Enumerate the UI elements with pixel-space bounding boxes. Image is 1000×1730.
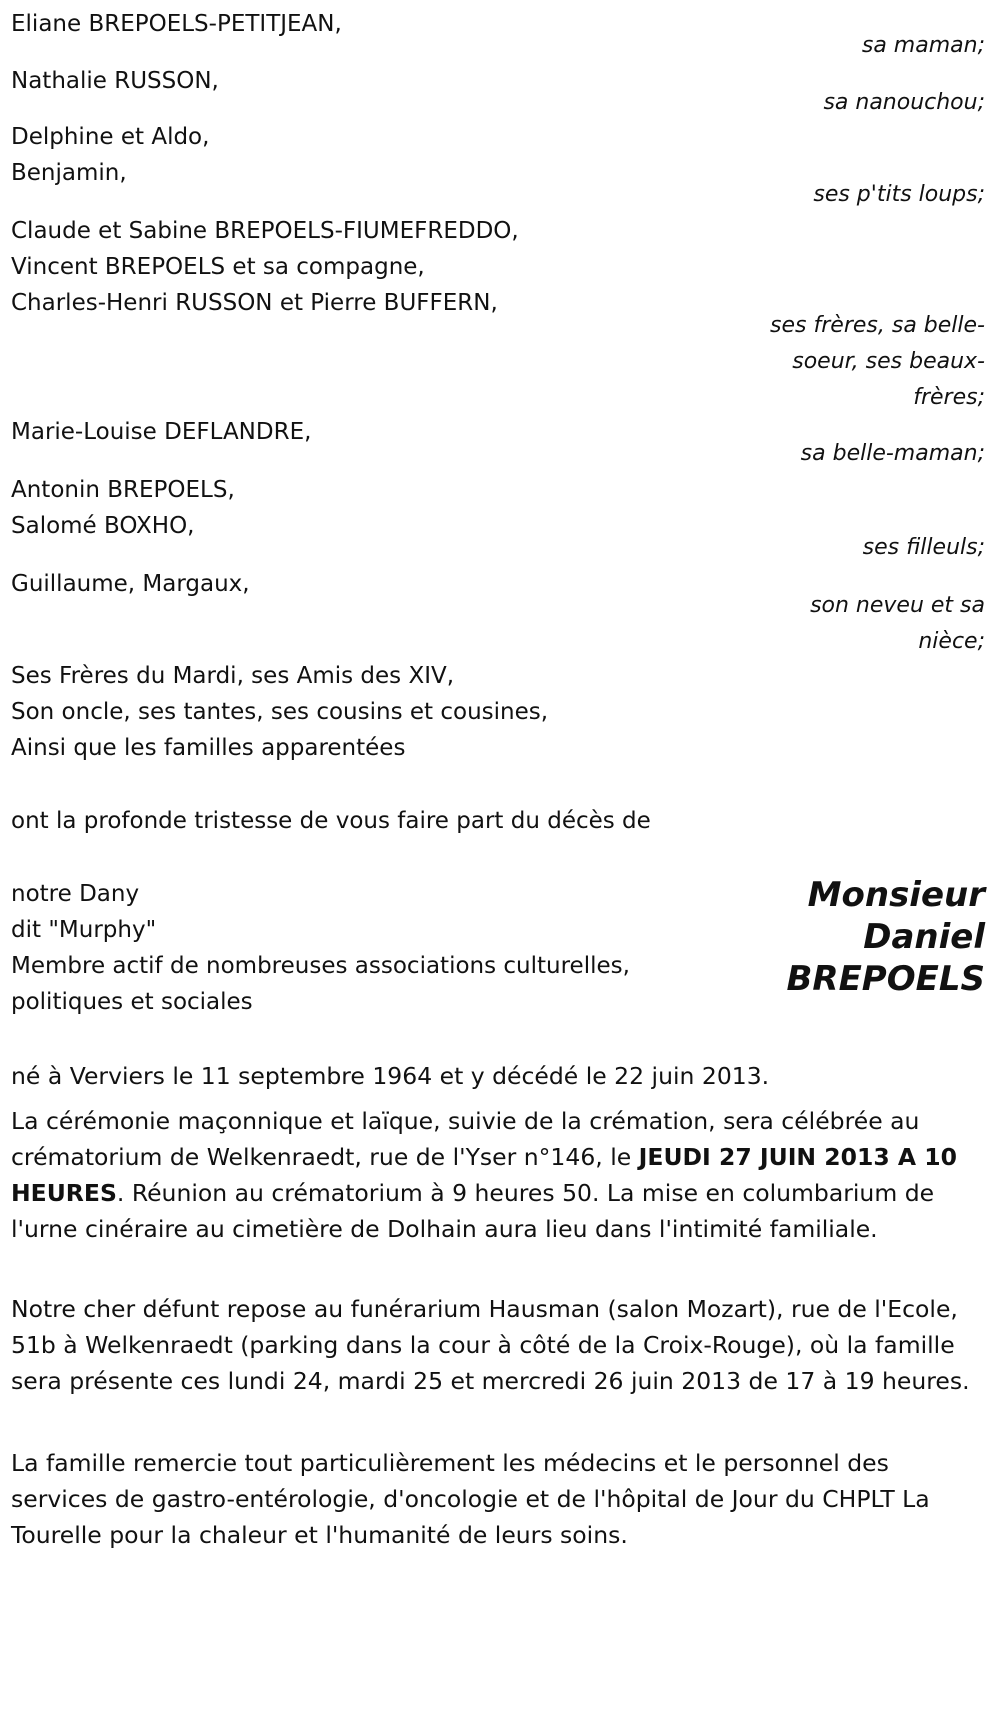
relation-label xyxy=(685,308,985,416)
ceremony-text: . Réunion au crématorium à 9 heures 50. La mise en columbarium de l'urne cinéraire au cimetière de Dolhain aura lieu dans l'intimité familiale. xyxy=(11,1179,935,1243)
relation-label-line: nièce; xyxy=(918,629,985,654)
family-name: Nathalie RUSSON, xyxy=(11,68,219,94)
family-name: Salomé BOXHO, xyxy=(11,513,195,539)
deceased-name-line: Monsieur xyxy=(807,875,985,915)
family-name: Delphine et Aldo, xyxy=(11,124,210,150)
family-name: Eliane BREPOELS-PETITJEAN, xyxy=(11,11,342,37)
extended-family xyxy=(11,658,991,766)
family-name: Charles-Henri RUSSON et Pierre BUFFERN, xyxy=(11,290,498,316)
family-name: Ses Frères du Mardi, ses Amis des XIV, xyxy=(11,663,455,689)
relation-label-line: ses frères, sa belle- xyxy=(770,313,985,338)
ceremony-text: La cérémonie maçonnique et laïque, suivie de la crémation, sera célébrée au crématorium de Welkenraedt, rue de l'Yser n°146, le xyxy=(11,1107,920,1171)
relation-label-line: son neveu et sa xyxy=(810,593,985,618)
relation-label: ses filleuls; xyxy=(862,535,985,560)
description-line: dit "Murphy" xyxy=(11,917,157,943)
ceremony-paragraph xyxy=(11,1103,986,1247)
relation-label-line: frères; xyxy=(913,385,985,410)
description-line: notre Dany xyxy=(11,881,140,907)
family-name: Marie-Louise DEFLANDRE, xyxy=(11,419,312,445)
relation-label: sa maman; xyxy=(861,33,985,58)
announcement xyxy=(11,803,991,839)
family-name: Claude et Sabine BREPOELS-FIUMEFREDDO, xyxy=(11,218,519,244)
funerarium-paragraph: Notre cher défunt repose au funérarium Hausman (salon Mozart), rue de l'Ecole, 51b à Welkenraedt (parking dans la cour à côté de la Croix-Rouge), où la famille sera présente ces lundi 24, mardi 25 et mercredi 26 juin 2013 de 17 à 19 heures. xyxy=(11,1295,970,1395)
deceased-name-line: Daniel xyxy=(863,917,985,957)
family-name: Ainsi que les familles apparentées xyxy=(11,735,406,761)
relation-label: sa belle-maman; xyxy=(800,441,985,466)
relation-label-line: soeur, ses beaux- xyxy=(792,349,985,374)
deceased-name xyxy=(695,874,985,1000)
family-name: Benjamin, xyxy=(11,160,127,186)
description-line: politiques et sociales xyxy=(11,989,253,1015)
deceased-name-line: BREPOELS xyxy=(786,959,985,999)
birth-death-line: né à Verviers le 11 septembre 1964 et y décédé le 22 juin 2013. xyxy=(11,1062,770,1090)
family-name: Antonin BREPOELS, xyxy=(11,477,235,503)
family-name: Son oncle, ses tantes, ses cousins et cousines, xyxy=(11,699,549,725)
relation-label xyxy=(725,588,985,660)
relation-label: ses p'tits loups; xyxy=(813,182,985,207)
announcement-text: ont la profonde tristesse de vous faire part du décès de xyxy=(11,808,651,834)
family-name: Vincent BREPOELS et sa compagne, xyxy=(11,254,425,280)
description-line: Membre actif de nombreuses associations culturelles, xyxy=(11,953,630,979)
thanks-paragraph: La famille remercie tout particulièrement les médecins et le personnel des services de gastro-entérologie, d'oncologie et de l'hôpital de Jour du CHPLT La Tourelle pour la chaleur et l'humanité de leurs soins. xyxy=(11,1449,930,1549)
ceremony-date: JEUDI 27 JUIN 2013 A 10 HEURES xyxy=(11,1143,957,1207)
relation-label: sa nanouchou; xyxy=(823,90,985,115)
family-name: Guillaume, Margaux, xyxy=(11,571,250,597)
family-group xyxy=(11,213,991,321)
